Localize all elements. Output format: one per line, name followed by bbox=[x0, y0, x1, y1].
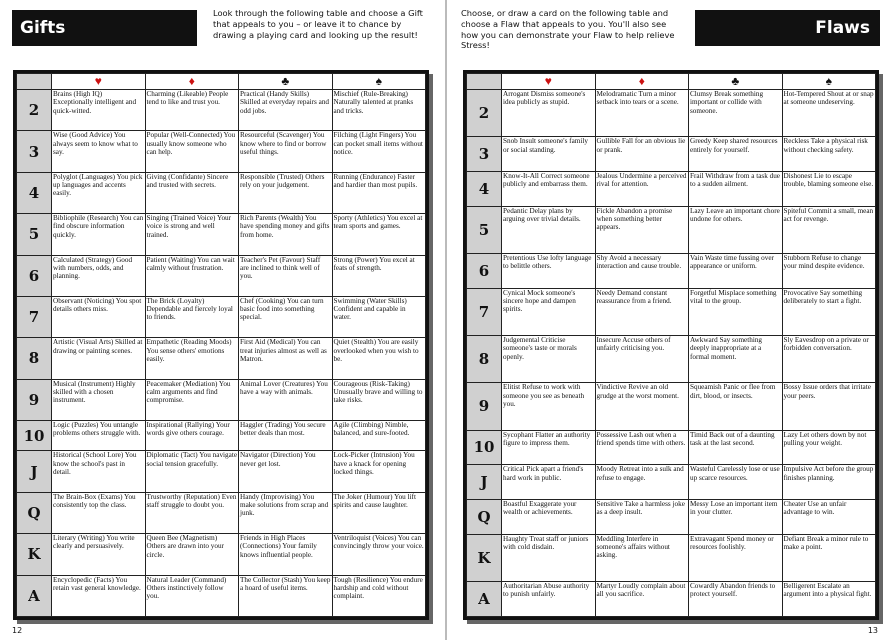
table-cell: Ventriloquist (Voices) You can convincingly throw your voice. bbox=[332, 534, 426, 575]
page-title: Flaws bbox=[695, 10, 880, 46]
table-cell: Messy Lose an important item in your clutter. bbox=[689, 500, 783, 535]
table-cell: Critical Pick apart a friend's hard work in public. bbox=[502, 465, 596, 500]
suit-header-2: ♣ bbox=[239, 74, 333, 90]
table-cell: Meddling Interfere in someone's affairs without asking. bbox=[595, 534, 689, 581]
table-cell: Lock-Picker (Intrusion) You have a knack for opening locked things. bbox=[332, 451, 426, 492]
table-row bbox=[17, 296, 426, 337]
table-cell: Arrogant Dismiss someone's idea publicly as stupid. bbox=[502, 90, 596, 137]
table-cell: Brains (High IQ) Exceptionally intelligent and quick-witted. bbox=[52, 90, 146, 131]
header-corner bbox=[467, 74, 502, 90]
table-cell: Greedy Keep shared resources entirely for yourself. bbox=[689, 137, 783, 172]
table-cell: Dishonest Lie to escape trouble, blaming someone else. bbox=[782, 172, 876, 207]
table-cell: Timid Back out of a daunting task at the last second. bbox=[689, 430, 783, 465]
table-cell: Belligerent Escalate an argument into a physical fight. bbox=[782, 582, 876, 617]
table-cell: Extravagant Spend money or resources foolishly. bbox=[689, 534, 783, 581]
card-rank: A bbox=[17, 575, 52, 616]
intro-text: Look through the following table and choose a Gift that appeals to you – or leave it to chance by drawing a playing card and looking up the result! bbox=[213, 8, 423, 40]
table-cell: Moody Retreat into a sulk and refuse to engage. bbox=[595, 465, 689, 500]
table-cell: Artistic (Visual Arts) Skilled at drawing or painting scenes. bbox=[52, 338, 146, 379]
card-rank: K bbox=[467, 534, 502, 581]
table-cell: Historical (School Lore) You know the school's past in detail. bbox=[52, 451, 146, 492]
card-rank: A bbox=[467, 582, 502, 617]
table-cell: Sycophant Flatter an authority figure to impress them. bbox=[502, 430, 596, 465]
page-number: 13 bbox=[867, 626, 878, 635]
card-rank: 4 bbox=[17, 172, 52, 213]
table-cell: Reckless Take a physical risk without checking safety. bbox=[782, 137, 876, 172]
table-row bbox=[17, 214, 426, 255]
table-cell: Shy Avoid a necessary interaction and cause trouble. bbox=[595, 254, 689, 289]
table-cell: Bossy Issue orders that irritate your peers. bbox=[782, 383, 876, 430]
table-cell: Peacemaker (Mediation) You calm arguments and find compromise. bbox=[145, 379, 239, 420]
table-cell: Handy (Improvising) You make solutions from scrap and junk. bbox=[239, 492, 333, 533]
suit-header-1: ♦ bbox=[595, 74, 689, 90]
page-number: 12 bbox=[12, 626, 23, 635]
table-cell: Lazy Let others down by not pulling your weight. bbox=[782, 430, 876, 465]
table-cell: Cheater Use an unfair advantage to win. bbox=[782, 500, 876, 535]
table-row bbox=[467, 534, 876, 581]
card-rank: 2 bbox=[467, 90, 502, 137]
table-cell: Quiet (Stealth) You are easily overlooked when you wish to be. bbox=[332, 338, 426, 379]
table-row bbox=[17, 492, 426, 533]
table-row bbox=[17, 575, 426, 616]
table-cell: Encyclopedic (Facts) You retain vast general knowledge. bbox=[52, 575, 146, 616]
table-cell: Sly Eavesdrop on a private or forbidden conversation. bbox=[782, 336, 876, 383]
table-row bbox=[467, 465, 876, 500]
table-cell: Insecure Accuse others of unfairly criticising you. bbox=[595, 336, 689, 383]
card-rank: K bbox=[17, 534, 52, 575]
table-cell: Spiteful Commit a small, mean act for revenge. bbox=[782, 206, 876, 253]
table-cell: Cowardly Abandon friends to protect yourself. bbox=[689, 582, 783, 617]
table-cell: Musical (Instrument) Highly skilled with a chosen instrument. bbox=[52, 379, 146, 420]
table-cell: The Brick (Loyalty) Dependable and fiercely loyal to friends. bbox=[145, 296, 239, 337]
card-rank: 7 bbox=[17, 296, 52, 337]
table-row bbox=[17, 534, 426, 575]
table-cell: Observant (Noticing) You spot details others miss. bbox=[52, 296, 146, 337]
table-row bbox=[17, 421, 426, 451]
card-rank: 2 bbox=[17, 90, 52, 131]
table-row bbox=[467, 254, 876, 289]
table-cell: Chef (Cooking) You can turn basic food into something special. bbox=[239, 296, 333, 337]
flaws-table bbox=[463, 70, 879, 620]
table-cell: Teacher's Pet (Favour) Staff are inclined to think well of you. bbox=[239, 255, 333, 296]
table-cell: The Collector (Stash) You keep a hoard of useful items. bbox=[239, 575, 333, 616]
table-cell: Trustworthy (Reputation) Even staff struggle to doubt you. bbox=[145, 492, 239, 533]
table-cell: Swimming (Water Skills) Confident and capable in water. bbox=[332, 296, 426, 337]
table-cell: Strong (Power) You excel at feats of strength. bbox=[332, 255, 426, 296]
table-row bbox=[467, 172, 876, 207]
table-cell: Lazy Leave an important chore undone for others. bbox=[689, 206, 783, 253]
table-cell: Navigator (Direction) You never get lost. bbox=[239, 451, 333, 492]
table-cell: Inspirational (Rallying) Your words give others courage. bbox=[145, 421, 239, 451]
table-cell: Literary (Writing) You write clearly and persuasively. bbox=[52, 534, 146, 575]
table-row bbox=[17, 379, 426, 420]
table-cell: Boastful Exaggerate your wealth or achievements. bbox=[502, 500, 596, 535]
table-cell: Authoritarian Abuse authority to punish unfairly. bbox=[502, 582, 596, 617]
table-cell: Sporty (Athletics) You excel at team sports and games. bbox=[332, 214, 426, 255]
table-cell: Sensitive Take a harmless joke as a deep insult. bbox=[595, 500, 689, 535]
table-header-row bbox=[467, 74, 876, 90]
card-rank: 9 bbox=[467, 383, 502, 430]
table-cell: Mischief (Rule-Breaking) Naturally talented at pranks and tricks. bbox=[332, 90, 426, 131]
suit-header-2: ♣ bbox=[689, 74, 783, 90]
table-cell: Awkward Say something deeply inappropriate at a formal moment. bbox=[689, 336, 783, 383]
table-cell: Animal Lover (Creatures) You have a way with animals. bbox=[239, 379, 333, 420]
table-cell: Haggler (Trading) You secure better deals than most. bbox=[239, 421, 333, 451]
table-cell: Haughty Treat staff or juniors with cold disdain. bbox=[502, 534, 596, 581]
table-row bbox=[467, 137, 876, 172]
suit-header-0: ♥ bbox=[502, 74, 596, 90]
table-cell: First Aid (Medical) You can treat injuries almost as well as Matron. bbox=[239, 338, 333, 379]
table-row bbox=[17, 172, 426, 213]
gifts-table bbox=[13, 70, 429, 620]
table-header-row bbox=[17, 74, 426, 90]
table-cell: Logic (Puzzles) You untangle problems others struggle with. bbox=[52, 421, 146, 451]
table-cell: Popular (Well-Connected) You usually know someone who can help. bbox=[145, 131, 239, 172]
table-cell: Elitist Refuse to work with someone you see as beneath you. bbox=[502, 383, 596, 430]
card-rank: 4 bbox=[467, 172, 502, 207]
table-cell: Jealous Undermine a perceived rival for attention. bbox=[595, 172, 689, 207]
card-rank: 9 bbox=[17, 379, 52, 420]
table-row bbox=[467, 336, 876, 383]
table-cell: Responsible (Trusted) Others rely on your judgement. bbox=[239, 172, 333, 213]
table-cell: Squeamish Panic or flee from dirt, blood, or insects. bbox=[689, 383, 783, 430]
card-rank: 5 bbox=[17, 214, 52, 255]
card-rank: Q bbox=[467, 500, 502, 535]
suit-header-0: ♥ bbox=[52, 74, 146, 90]
card-rank: Q bbox=[17, 492, 52, 533]
table-cell: Agile (Climbing) Nimble, balanced, and sure-footed. bbox=[332, 421, 426, 451]
table-row bbox=[467, 500, 876, 535]
table-cell: Frail Withdraw from a task due to a sudden ailment. bbox=[689, 172, 783, 207]
table-row bbox=[467, 206, 876, 253]
table-row bbox=[467, 582, 876, 617]
table-cell: The Brain-Box (Exams) You consistently top the class. bbox=[52, 492, 146, 533]
table-cell: Melodramatic Turn a minor setback into tears or a scene. bbox=[595, 90, 689, 137]
table-cell: Know-It-All Correct someone publicly and embarrass them. bbox=[502, 172, 596, 207]
table-cell: Running (Endurance) Faster and hardier than most pupils. bbox=[332, 172, 426, 213]
table-cell: Impulsive Act before the group finishes planning. bbox=[782, 465, 876, 500]
table-cell: Friends in High Places (Connections) Your family knows influential people. bbox=[239, 534, 333, 575]
table-cell: Pedantic Delay plans by arguing over trivial details. bbox=[502, 206, 596, 253]
table-cell: Possessive Lash out when a friend spends time with others. bbox=[595, 430, 689, 465]
table-row bbox=[467, 383, 876, 430]
card-rank: 10 bbox=[17, 421, 52, 451]
table-cell: Forgetful Misplace something vital to the group. bbox=[689, 288, 783, 335]
table-row bbox=[17, 338, 426, 379]
table-cell: Fickle Abandon a promise when something better appears. bbox=[595, 206, 689, 253]
card-rank: 7 bbox=[467, 288, 502, 335]
page-title: Gifts bbox=[12, 10, 197, 46]
table-cell: Calculated (Strategy) Good with numbers, odds, and planning. bbox=[52, 255, 146, 296]
table-cell: Tough (Resilience) You endure hardship and cold without complaint. bbox=[332, 575, 426, 616]
table-row bbox=[467, 90, 876, 137]
table-row bbox=[17, 451, 426, 492]
table-row bbox=[17, 90, 426, 131]
card-rank: 3 bbox=[17, 131, 52, 172]
suit-header-3: ♠ bbox=[782, 74, 876, 90]
table-cell: Wasteful Carelessly lose or use up scarce resources. bbox=[689, 465, 783, 500]
table-cell: Giving (Confidante) Sincere and trusted with secrets. bbox=[145, 172, 239, 213]
table-cell: Diplomatic (Tact) You navigate social tension gracefully. bbox=[145, 451, 239, 492]
table-cell: Martyr Loudly complain about all you sacrifice. bbox=[595, 582, 689, 617]
table-cell: Rich Parents (Wealth) You have spending money and gifts from home. bbox=[239, 214, 333, 255]
table-row bbox=[17, 131, 426, 172]
table-cell: Hot-Tempered Shout at or snap at someone undeserving. bbox=[782, 90, 876, 137]
table-cell: Stubborn Refuse to change your mind despite evidence. bbox=[782, 254, 876, 289]
card-rank: 3 bbox=[467, 137, 502, 172]
table-row bbox=[467, 430, 876, 465]
card-rank: J bbox=[467, 465, 502, 500]
table-cell: Vindictive Revive an old grudge at the worst moment. bbox=[595, 383, 689, 430]
suit-header-3: ♠ bbox=[332, 74, 426, 90]
table-cell: Cynical Mock someone's sincere hope and dampen spirits. bbox=[502, 288, 596, 335]
table-cell: Queen Bee (Magnetism) Others are drawn into your circle. bbox=[145, 534, 239, 575]
card-rank: 6 bbox=[17, 255, 52, 296]
header-corner bbox=[17, 74, 52, 90]
table-row bbox=[467, 288, 876, 335]
table-cell: Natural Leader (Command) Others instinctively follow you. bbox=[145, 575, 239, 616]
table-cell: Provocative Say something deliberately to start a fight. bbox=[782, 288, 876, 335]
table-cell: Patient (Waiting) You can wait calmly without frustration. bbox=[145, 255, 239, 296]
table-cell: Charming (Likeable) People tend to like and trust you. bbox=[145, 90, 239, 131]
table-cell: Bibliophile (Research) You can find obscure information quickly. bbox=[52, 214, 146, 255]
flaws-page bbox=[446, 0, 892, 640]
table-cell: Wise (Good Advice) You always seem to know what to say. bbox=[52, 131, 146, 172]
intro-text: Choose, or draw a card on the following table and choose a Flaw that appeals to you. You'll also see how you can demonstrate your Flaw to help relieve Stress! bbox=[461, 8, 675, 51]
table-cell: Practical (Handy Skills) Skilled at everyday repairs and odd jobs. bbox=[239, 90, 333, 131]
table-cell: Defiant Break a minor rule to make a point. bbox=[782, 534, 876, 581]
card-rank: 6 bbox=[467, 254, 502, 289]
table-cell: Courageous (Risk-Taking) Unusually brave and willing to take risks. bbox=[332, 379, 426, 420]
card-rank: 10 bbox=[467, 430, 502, 465]
card-rank: 8 bbox=[467, 336, 502, 383]
table-cell: Polyglot (Languages) You pick up languages and accents easily. bbox=[52, 172, 146, 213]
table-row bbox=[17, 255, 426, 296]
table-cell: Resourceful (Scavenger) You know where to find or borrow useful things. bbox=[239, 131, 333, 172]
table-cell: Filching (Light Fingers) You can pocket small items without notice. bbox=[332, 131, 426, 172]
card-rank: 5 bbox=[467, 206, 502, 253]
table-cell: Clumsy Break something important or collide with someone. bbox=[689, 90, 783, 137]
table-cell: Snob Insult someone's family or social standing. bbox=[502, 137, 596, 172]
card-rank: J bbox=[17, 451, 52, 492]
table-cell: The Joker (Humour) You lift spirits and cause laughter. bbox=[332, 492, 426, 533]
card-rank: 8 bbox=[17, 338, 52, 379]
suit-header-1: ♦ bbox=[145, 74, 239, 90]
table-cell: Singing (Trained Voice) Your voice is strong and well trained. bbox=[145, 214, 239, 255]
table-cell: Judgemental Criticise someone's taste or morals openly. bbox=[502, 336, 596, 383]
table-cell: Vain Waste time fussing over appearance or uniform. bbox=[689, 254, 783, 289]
table-cell: Needy Demand constant reassurance from a friend. bbox=[595, 288, 689, 335]
table-cell: Pretentious Use lofty language to belittle others. bbox=[502, 254, 596, 289]
table-cell: Empathetic (Reading Moods) You sense others' emotions easily. bbox=[145, 338, 239, 379]
table-cell: Gullible Fall for an obvious lie or prank. bbox=[595, 137, 689, 172]
